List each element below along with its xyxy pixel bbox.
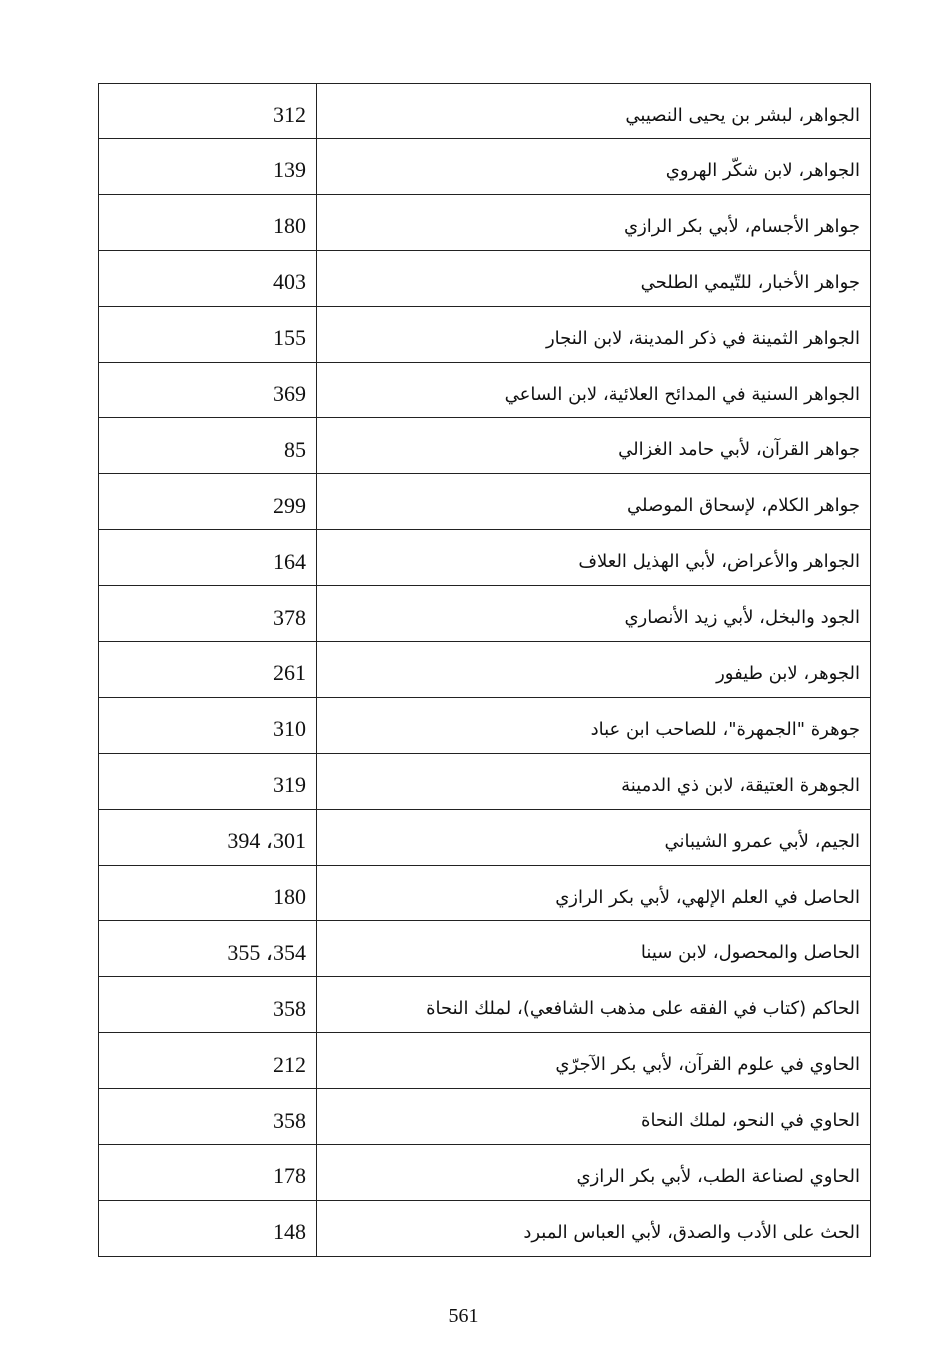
page-refs-cell <box>99 418 317 474</box>
book-title: الجوهر، لابن طيفور <box>716 662 860 684</box>
page-refs: 355 ،354 <box>227 939 306 965</box>
book-title: الجواهر، لابن شكّر الهروي <box>665 159 860 181</box>
index-row <box>99 921 871 977</box>
index-row <box>99 1089 871 1145</box>
page-number: 561 <box>448 1305 479 1327</box>
page-refs: 164 <box>273 548 306 574</box>
index-row <box>99 586 871 642</box>
book-title: الحاصل والمحصول، لابن سينا <box>640 942 860 964</box>
index-row <box>99 250 871 306</box>
book-title-cell <box>317 1089 871 1145</box>
page-refs: 85 <box>284 436 306 462</box>
book-title-cell <box>317 977 871 1033</box>
book-title-cell <box>317 642 871 698</box>
book-title-cell <box>317 530 871 586</box>
book-title: الحاصل في العلم الإلهي، لأبي بكر الرازي <box>555 886 860 908</box>
page-refs: 299 <box>273 492 306 518</box>
book-title-cell <box>317 418 871 474</box>
page-refs-cell <box>99 362 317 418</box>
page-refs: 178 <box>273 1163 306 1189</box>
page-refs: 155 <box>273 325 306 351</box>
page-refs-cell <box>99 697 317 753</box>
book-title: الحاوي لصناعة الطب، لأبي بكر الرازي <box>576 1165 860 1187</box>
page-refs-cell <box>99 586 317 642</box>
index-row <box>99 1200 871 1256</box>
page-refs-cell <box>99 84 317 139</box>
book-title: جواهر القرآن، لأبي حامد الغزالي <box>618 439 860 461</box>
book-title: الجيم، لأبي عمرو الشيباني <box>664 830 860 852</box>
page-refs: 180 <box>273 884 306 910</box>
book-title: جواهر الأجسام، لأبي بكر الرازي <box>624 215 860 237</box>
page-refs: 358 <box>273 1107 306 1133</box>
page-refs-cell <box>99 977 317 1033</box>
book-title-cell <box>317 362 871 418</box>
page-refs-cell <box>99 809 317 865</box>
index-row <box>99 1145 871 1201</box>
page-refs-cell <box>99 1145 317 1201</box>
page-refs-cell <box>99 474 317 530</box>
page-refs: 212 <box>273 1051 306 1077</box>
book-title: الجود والبخل، لأبي زيد الأنصاري <box>624 607 860 629</box>
book-title: جواهر الأخبار، للتّيمي الطلحي <box>640 271 860 293</box>
book-title-cell <box>317 306 871 362</box>
page-refs-cell <box>99 921 317 977</box>
book-title-cell <box>317 139 871 195</box>
index-row <box>99 809 871 865</box>
book-title-cell <box>317 809 871 865</box>
page-refs-cell <box>99 306 317 362</box>
index-row <box>99 362 871 418</box>
book-title: الجواهر الثمينة في ذكر المدينة، لابن النجار <box>545 327 860 349</box>
book-title: الحاكم (كتاب في الفقه على مذهب الشافعي)، لملك النحاة <box>426 998 860 1020</box>
index-row <box>99 306 871 362</box>
page-refs-cell <box>99 1033 317 1089</box>
page-refs-cell <box>99 194 317 250</box>
book-title-cell <box>317 1033 871 1089</box>
index-row <box>99 977 871 1033</box>
book-title-cell <box>317 921 871 977</box>
book-title-cell <box>317 586 871 642</box>
page-refs: 261 <box>273 660 306 686</box>
index-row <box>99 1033 871 1089</box>
book-title-cell <box>317 697 871 753</box>
book-title-cell <box>317 250 871 306</box>
page-refs-cell <box>99 1200 317 1256</box>
index-row <box>99 642 871 698</box>
book-title: الجوهرة العتيقة، لابن ذي الدمينة <box>621 774 860 796</box>
book-title: الجواهر والأعراض، لأبي الهذيل العلاف <box>578 551 860 573</box>
page-refs: 378 <box>273 604 306 630</box>
page-refs: 148 <box>273 1219 306 1245</box>
page-refs: 312 <box>273 102 306 127</box>
book-title: جوهرة "الجمهرة"، للصاحب ابن عباد <box>590 718 860 740</box>
book-title-cell <box>317 753 871 809</box>
page-refs: 403 <box>273 269 306 295</box>
page-refs: 319 <box>273 772 306 798</box>
book-title-cell <box>317 865 871 921</box>
page-refs: 139 <box>273 157 306 183</box>
page-refs-cell <box>99 139 317 195</box>
index-row <box>99 865 871 921</box>
page-refs-cell <box>99 1089 317 1145</box>
index-row <box>99 418 871 474</box>
page-refs-cell <box>99 642 317 698</box>
book-title: الجواهر السنية في المدائح العلائية، لابن الساعي <box>504 383 860 405</box>
book-title: الحث على الأدب والصدق، لأبي العباس المبرد <box>523 1221 860 1243</box>
book-title-cell <box>317 84 871 139</box>
index-row <box>99 753 871 809</box>
page-refs-cell <box>99 530 317 586</box>
index-table-body <box>99 84 871 1257</box>
page-refs: 310 <box>273 716 306 742</box>
index-row <box>99 139 871 195</box>
page-refs-cell <box>99 250 317 306</box>
index-row <box>99 697 871 753</box>
book-index-table <box>98 83 871 1257</box>
index-row <box>99 84 871 139</box>
index-row <box>99 474 871 530</box>
page-refs: 358 <box>273 995 306 1021</box>
book-title: الحاوي في علوم القرآن، لأبي بكر الآجرّي <box>555 1054 860 1076</box>
book-title-cell <box>317 1200 871 1256</box>
page-refs-cell <box>99 753 317 809</box>
book-title-cell <box>317 474 871 530</box>
book-title: الجواهر، لبشر بن يحيى النصيبي <box>625 104 860 126</box>
page-refs: 394 ،301 <box>227 828 306 854</box>
book-title: الحاوي في النحو، لملك النحاة <box>641 1110 860 1132</box>
page-refs-cell <box>99 865 317 921</box>
page-refs: 180 <box>273 213 306 239</box>
page-refs: 369 <box>273 381 306 406</box>
book-title: جواهر الكلام، لإسحاق الموصلي <box>627 495 860 517</box>
index-row <box>99 530 871 586</box>
book-title-cell <box>317 194 871 250</box>
book-title-cell <box>317 1145 871 1201</box>
index-row <box>99 194 871 250</box>
